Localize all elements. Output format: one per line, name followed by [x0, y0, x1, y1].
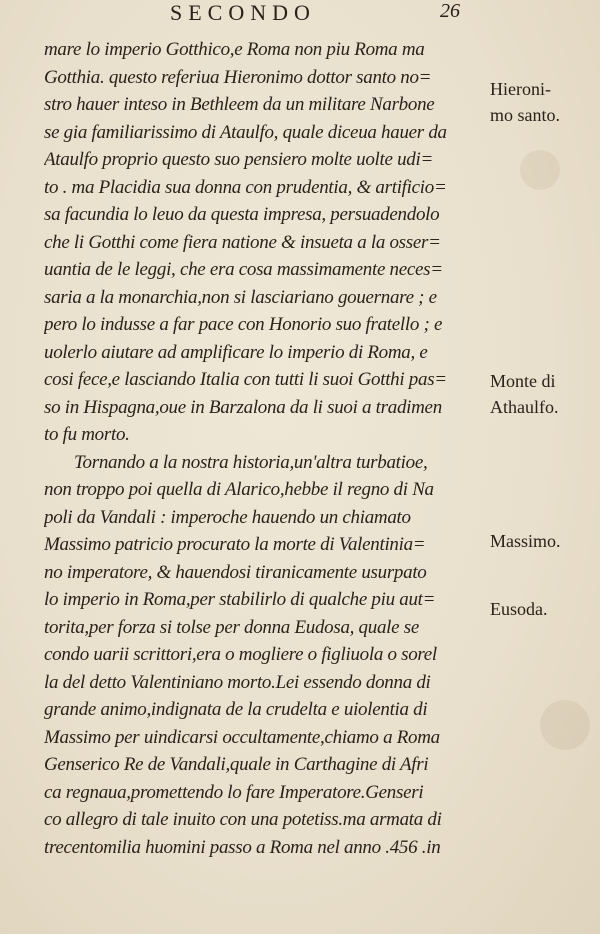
- paper-stain: [540, 700, 590, 750]
- paper-stain: [520, 150, 560, 190]
- page-header: [60, 0, 500, 26]
- text-line: condo uarii scrittori,era o mogliere o figliuola o sorel: [44, 644, 437, 665]
- text-line: se gia familiarissimo di Ataulfo, quale diceua hauer da: [44, 121, 447, 143]
- text-line: so in Hispagna,oue in Barzalona da li suoi a tradimen: [44, 396, 442, 418]
- text-line: trecentomilia huomini passo a Roma nel anno .456 .in: [44, 836, 441, 858]
- text-line: co allegro di tale inuito con una potetiss.ma armata di: [44, 809, 442, 830]
- margin-note: Eusoda.: [490, 599, 548, 619]
- text-line: Genserico Re de Vandali,quale in Carthagine di Afri: [44, 754, 429, 775]
- text-line: Massimo patricio procurato la morte di Valentinia=: [44, 534, 426, 555]
- text-line: saria a la monarchia,non si lasciariano gouernare ; e: [44, 286, 437, 308]
- text-line: non troppo poi quella di Alarico,hebbe il regno di Na: [44, 479, 434, 500]
- text-line: cosi fece,e lasciando Italia con tutti li suoi Gotthi pas=: [44, 369, 447, 390]
- margin-note: Hieroni-: [490, 79, 551, 99]
- text-line: Massimo per uindicarsi occultamente,chiamo a Roma: [44, 726, 440, 748]
- text-line: mare lo imperio Gotthico,e Roma non piu Roma ma: [44, 39, 425, 60]
- running-head: SECONDO: [170, 0, 316, 25]
- text-line: to . ma Placidia sua donna con prudentia, & artificio=: [44, 176, 447, 198]
- page-number: 26: [440, 0, 460, 22]
- text-line: Gotthia. questo referiua Hieronimo dottor santo no=: [44, 66, 432, 88]
- text-line: ca regnaua,promettendo lo fare Imperatore.Genseri: [44, 781, 424, 803]
- margin-note: Monte di: [490, 371, 556, 391]
- text-line: to fu morto.: [44, 424, 130, 445]
- text-line: stro hauer inteso in Bethleem da un militare Narbone: [44, 94, 435, 115]
- text-line: sa facundia lo leuo da questa impresa, persuadendolo: [44, 204, 440, 225]
- text-line: grande animo,indignata de la crudelta e uiolentia di: [44, 699, 428, 720]
- text-line: la del detto Valentiniano morto.Lei essendo donna di: [44, 671, 431, 693]
- text-line: poli da Vandali : imperoche hauendo un chiamato: [44, 506, 411, 528]
- text-line: torita,per forza si tolse per donna Eudosa, quale se: [44, 616, 419, 638]
- text-line: no imperatore, & hauendosi tiranicamente usurpato: [44, 561, 427, 583]
- main-text-block: [44, 36, 490, 861]
- text-line: uantia de le leggi, che era cosa massimamente neces=: [44, 259, 443, 280]
- margin-note: Athaulfo.: [490, 397, 559, 417]
- margin-note: mo santo.: [490, 105, 560, 125]
- text-line: Ataulfo proprio questo suo pensiero molte uolte udi=: [44, 149, 433, 170]
- text-line: pero lo indusse a far pace con Honorio suo fratello ; e: [44, 314, 443, 335]
- text-line: uolerlo aiutare ad amplificare lo imperio di Roma, e: [44, 341, 428, 363]
- text-line: lo imperio in Roma,per stabilirlo di qualche piu aut=: [44, 589, 436, 610]
- paragraph-start-line: Tornando a la nostra historia,un'altra turbatioe,: [74, 451, 428, 473]
- margin-note: Massimo.: [490, 531, 561, 551]
- text-line: che li Gotthi come fiera natione & insueta a la osser=: [44, 231, 441, 253]
